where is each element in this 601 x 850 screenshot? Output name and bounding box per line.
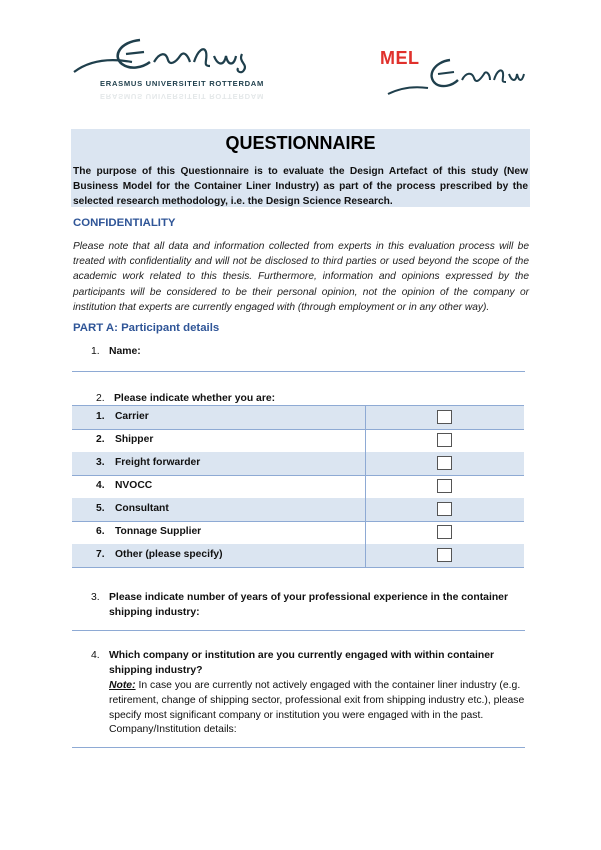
role-column-divider bbox=[365, 406, 366, 429]
role-number: 3. bbox=[96, 457, 105, 468]
question-3-number: 3. bbox=[91, 592, 100, 603]
role-name: NVOCC bbox=[115, 480, 153, 491]
role-row-tonnage-supplier bbox=[72, 521, 524, 545]
company-details-label: Company/Institution details: bbox=[109, 724, 237, 735]
confidentiality-text: Please note that all data and information collected from experts in this evaluation process will be treated with confidentiality and will not be disclosed to third parties or used beyond the scope of the academic work related to this thesis. Furthermore, information and opinions expressed by the participants will be considered to be their personal opinion, not the opinion of the company or institution that experts are currently engaged with (through employment or in any other way). bbox=[73, 241, 529, 313]
carrier-checkbox[interactable] bbox=[437, 410, 452, 424]
role-name: Carrier bbox=[115, 411, 149, 422]
erasmus-caption: ERASMUS UNIVERSITEIT ROTTERDAM bbox=[100, 79, 265, 88]
role-number: 4. bbox=[96, 480, 105, 491]
role-number: 1. bbox=[96, 411, 105, 422]
intro-paragraph: The purpose of this Questionnaire is to evaluate the Design Artefact of this study (New Business Model for the Container Liner Industry) as part of the process prescribed by the selected research methodology, i.e. the Design Science Research. bbox=[73, 166, 528, 207]
role-number: 5. bbox=[96, 503, 105, 514]
role-row-freight-forwarder bbox=[72, 452, 524, 476]
role-name: Tonnage Supplier bbox=[115, 526, 202, 537]
role-number: 6. bbox=[96, 526, 105, 537]
freight-forwarder-checkbox[interactable] bbox=[437, 456, 452, 470]
role-row-other bbox=[72, 544, 524, 568]
role-column-divider bbox=[365, 452, 366, 475]
role-row-consultant bbox=[72, 498, 524, 522]
note-label: Note: bbox=[109, 680, 136, 691]
erasmus-signature-icon bbox=[70, 32, 312, 82]
page-title: QUESTIONNAIRE bbox=[225, 133, 376, 153]
role-name: Consultant bbox=[115, 503, 169, 514]
role-column-divider bbox=[365, 498, 366, 521]
question-4-label: Which company or institution are you currently engaged with within container shipping industry? bbox=[109, 650, 495, 676]
consultant-checkbox[interactable] bbox=[437, 502, 452, 516]
question-2-number: 2. bbox=[96, 393, 105, 404]
role-row-shipper bbox=[72, 429, 524, 453]
confidentiality-heading: CONFIDENTIALITY bbox=[73, 217, 176, 229]
role-row-carrier bbox=[72, 406, 524, 430]
tonnage-supplier-checkbox[interactable] bbox=[437, 525, 452, 539]
role-row-nvocc bbox=[72, 475, 524, 499]
role-name: Shipper bbox=[115, 434, 154, 445]
mel-signature-icon bbox=[378, 36, 528, 102]
experience-answer-field[interactable] bbox=[72, 630, 525, 631]
role-number: 2. bbox=[96, 434, 105, 445]
part-a-heading: PART A: Participant details bbox=[73, 322, 220, 334]
nvocc-checkbox[interactable] bbox=[437, 479, 452, 493]
question-1-label: Name: bbox=[109, 346, 141, 357]
role-table bbox=[72, 405, 524, 568]
erasmus-caption-reflection: ERASMUS UNIVERSITEIT ROTTERDAM bbox=[100, 92, 265, 101]
note-body: In case you are currently not actively engaged with the container liner industry (e.g. retirement, change of shipping sector, professional exit from shipping industry etc.), please specify most significant company or institution you were engaged with in the past. bbox=[109, 680, 525, 721]
mel-erasmus-logo bbox=[378, 36, 528, 102]
role-name: Other (please specify) bbox=[115, 549, 223, 560]
question-3-label: Please indicate number of years of your professional experience in the container shipping industry: bbox=[109, 592, 509, 618]
role-column-divider bbox=[365, 544, 366, 567]
role-column-divider bbox=[365, 429, 366, 452]
other-checkbox[interactable] bbox=[437, 548, 452, 562]
question-2-label: Please indicate whether you are: bbox=[114, 393, 276, 404]
role-name: Freight forwarder bbox=[115, 457, 201, 468]
name-answer-field[interactable] bbox=[72, 371, 525, 372]
erasmus-logo bbox=[70, 32, 312, 104]
company-answer-field[interactable] bbox=[72, 747, 525, 748]
role-column-divider bbox=[365, 475, 366, 498]
role-number: 7. bbox=[96, 549, 105, 560]
mel-wordmark: MEL bbox=[380, 48, 420, 68]
question-1-number: 1. bbox=[91, 346, 100, 357]
shipper-checkbox[interactable] bbox=[437, 433, 452, 447]
question-4-number: 4. bbox=[91, 650, 100, 661]
role-column-divider bbox=[365, 521, 366, 544]
question-4-note bbox=[109, 678, 527, 723]
